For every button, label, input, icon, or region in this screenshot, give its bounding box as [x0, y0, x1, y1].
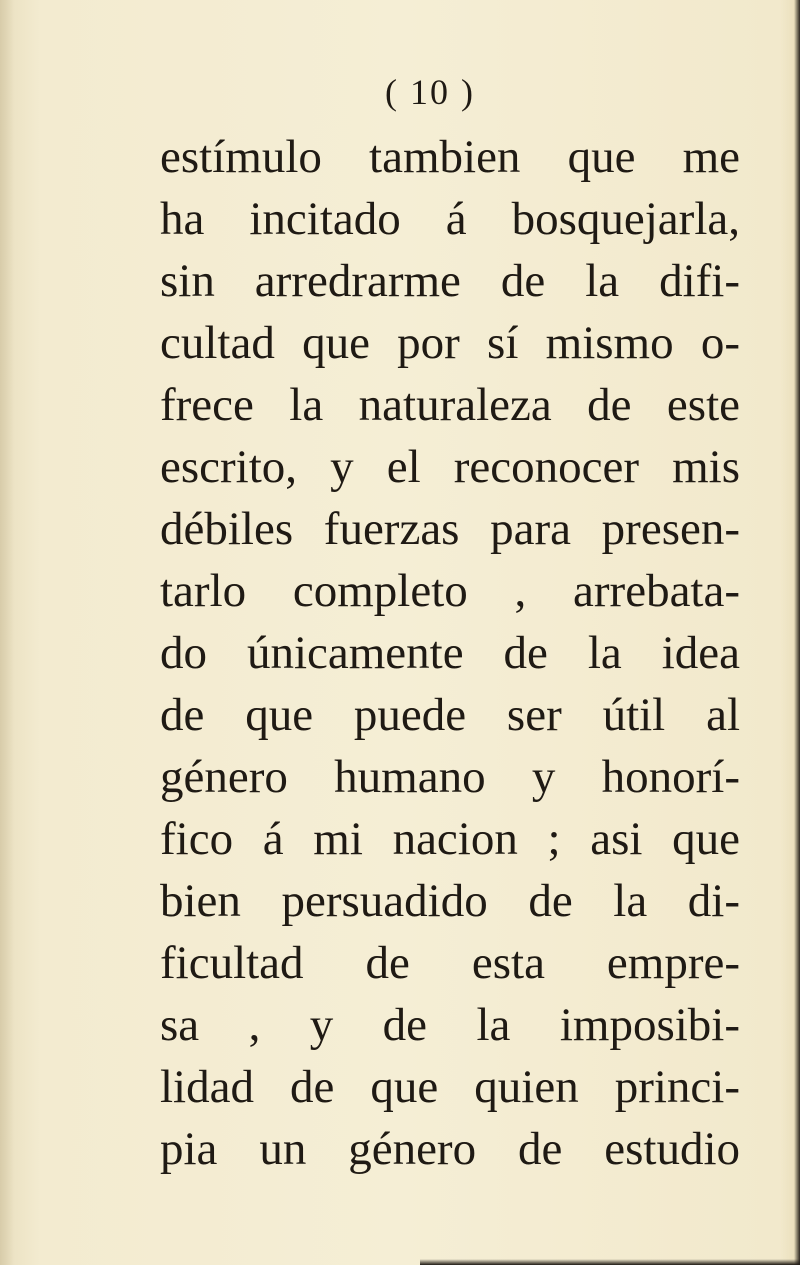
- text-line: estímulo tambien que me: [160, 131, 740, 183]
- gutter-shadow: [0, 0, 14, 1265]
- text-line: do únicamente de la idea: [160, 627, 740, 679]
- text-line: ha incitado á bosquejarla,: [160, 193, 740, 245]
- body-text: [160, 126, 740, 1180]
- text-line: sa , y de la imposibi-: [160, 999, 740, 1051]
- text-line: escrito, y el reconocer mis: [160, 441, 740, 493]
- text-line: pia un género de estudio: [160, 1123, 740, 1175]
- page-number: ( 10 ): [385, 72, 475, 112]
- text-line: género humano y honorí-: [160, 751, 740, 803]
- text-line: tarlo completo , arrebata-: [160, 565, 740, 617]
- page-edge-bottom: [420, 1259, 800, 1265]
- text-line: de que puede ser útil al: [160, 689, 740, 741]
- page-edge-right: [794, 0, 800, 1265]
- text-line: cultad que por sí mismo o-: [160, 317, 740, 369]
- text-line: bien persuadido de la di-: [160, 875, 740, 927]
- text-line: lidad de que quien princi-: [160, 1061, 740, 1113]
- text-line: fico á mi nacion ; asi que: [160, 813, 740, 865]
- text-line: ficultad de esta empre-: [160, 937, 740, 989]
- text-line: frece la naturaleza de este: [160, 379, 740, 431]
- text-line: débiles fuerzas para presen-: [160, 503, 740, 555]
- text-line: sin arredrarme de la difi-: [160, 255, 740, 307]
